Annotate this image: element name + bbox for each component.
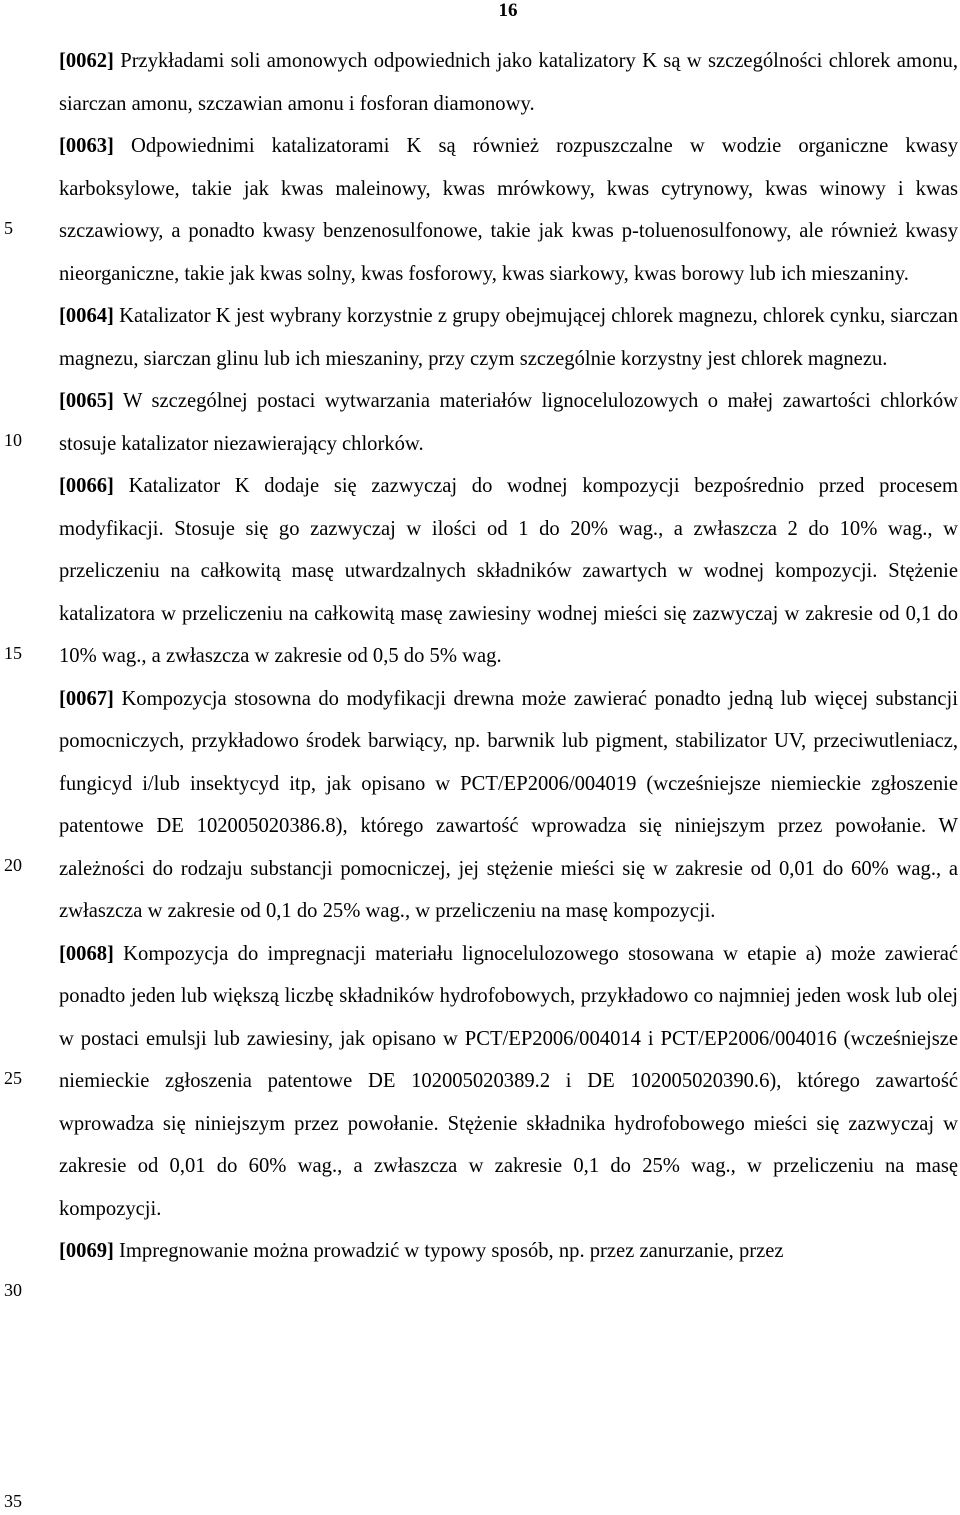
body-text: [59, 40, 958, 1273]
line-number: 5: [4, 218, 13, 238]
paragraph-id: [0063]: [59, 135, 114, 157]
paragraph-0064: [59, 295, 958, 380]
line-number: 10: [4, 430, 22, 450]
paragraph-0063: [59, 125, 958, 295]
paragraph-text: Impregnowanie można prowadzić w typowy sposób, np. przez zanurzanie, przez: [113, 1240, 784, 1262]
paragraph-text: W szczególnej postaci wytwarzania materiałów lignocelulozowych o małej zawartości chlorków stosuje katalizator niezawierający chlorków.: [59, 390, 958, 455]
line-number: 30: [4, 1280, 22, 1300]
line-number: 35: [4, 1491, 22, 1511]
paragraph-id: [0062]: [59, 50, 114, 72]
paragraph-text: Kompozycja do impregnacji materiału lignocelulozowego stosowana w etapie a) może zawierać ponadto jeden lub większą liczbę składników hydrofobowych, przykładowo co najmniej jeden wosk lub olej w postaci emulsji lub zawiesiny, jak opisano w PCT/EP2006/004014 i PCT/EP2006/004016 (wcześniejsze niemieckie zgłoszenia patentowe DE 102005020389.2 i DE 102005020390.6), którego zawartość wprowadza się niniejszym przez powołanie. Stężenie składnika hydrofobowego mieści się zazwyczaj w zakresie od 0,01 do 60% wag., a zwłaszcza w zakresie 0,1 do 25% wag., w przeliczeniu na masę kompozycji.: [59, 942, 958, 1220]
paragraph-id: [0069]: [59, 1240, 114, 1262]
paragraph-id: [0067]: [59, 687, 114, 710]
paragraph-0068: [59, 933, 958, 1231]
paragraph-id: [0066]: [59, 475, 114, 497]
paragraph-text: Katalizator K jest wybrany korzystnie z grupy obejmującej chlorek magnezu, chlorek cynku, siarczan magnezu, siarczan glinu lub ich mieszaniny, przy czym szczególnie korzystny jest chlorek magnezu.: [59, 305, 958, 370]
line-number-margin: [0, 0, 40, 1515]
paragraph-id: [0065]: [59, 390, 114, 412]
paragraph-text: Odpowiednimi katalizatorami K są również rozpuszczalne w wodzie organiczne kwasy karboksylowe, takie jak kwas maleinowy, kwas mrówkowy, kwas cytrynowy, kwas winowy i kwas szczawiowy, a ponadto kwasy benzenosulfonowe, takie jak kwas p-toluenosulfonowy, ale również kwasy nieorganiczne, takie jak kwas solny, kwas fosforowy, kwas siarkowy, kwas borowy lub ich mieszaniny.: [59, 135, 958, 285]
line-number: 15: [4, 643, 22, 663]
paragraph-text: Przykładami soli amonowych odpowiednich jako katalizatory K są w szczególności chlorek amonu, siarczan amonu, szczawian amonu i fosforan diamonowy.: [59, 50, 958, 115]
paragraph-id: [0068]: [59, 942, 114, 965]
paragraph-0067: [59, 678, 958, 933]
paragraph-id: [0064]: [59, 305, 114, 327]
paragraph-0069: [59, 1230, 958, 1273]
paragraph-0065: [59, 380, 958, 465]
paragraph-text: Kompozycja stosowna do modyfikacji drewna może zawierać ponadto jedną lub więcej substancji pomocniczych, przykładowo środek barwiący, np. barwnik lub pigment, stabilizator UV, przeciwutleniacz, fungicyd i/lub insektycyd itp, jak opisano w PCT/EP2006/004019 (wcześniejsze niemieckie zgłoszenie patentowe DE 102005020386.8), którego zawartość wprowadza się niniejszym przez powołanie. W zależności do rodzaju substancji pomocniczej, jej stężenie mieści się w zakresie od 0,01 do 60% wag., a zwłaszcza w zakresie od 0,1 do 25% wag., w przeliczeniu na masę kompozycji.: [59, 687, 958, 922]
paragraph-0062: [59, 40, 958, 125]
paragraph-0066: [59, 465, 958, 678]
line-number: 25: [4, 1068, 22, 1088]
paragraph-text: Katalizator K dodaje się zazwyczaj do wodnej kompozycji bezpośrednio przed procesem modyfikacji. Stosuje się go zazwyczaj w ilości od 1 do 20% wag., a zwłaszcza 2 do 10% wag., w przeliczeniu na całkowitą masę utwardzalnych składników zawartych w wodnej kompozycji. Stężenie katalizatora w przeliczeniu na całkowitą masę zawiesiny wodnej mieści się zazwyczaj w zakresie od 0,1 do 10% wag., a zwłaszcza w zakresie od 0,5 do 5% wag.: [59, 475, 958, 667]
page-number: 16: [498, 0, 518, 21]
line-number: 20: [4, 855, 22, 875]
